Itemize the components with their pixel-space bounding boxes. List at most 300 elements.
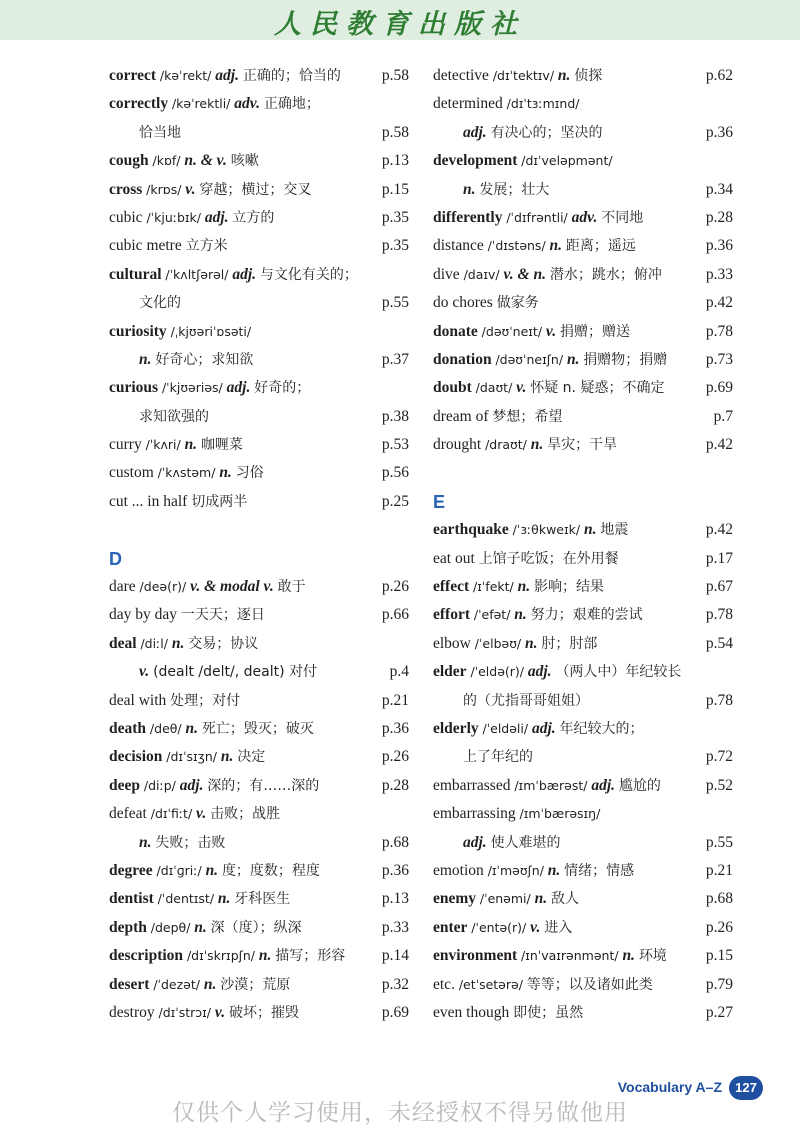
- definition: 正确的；恰当的: [242, 68, 341, 84]
- headword: determined: [433, 95, 503, 113]
- entry-continuation: [433, 829, 733, 857]
- phonetic: /ɪmˈbærəsɪŋ/: [519, 806, 601, 822]
- vocab-entry: [109, 999, 409, 1027]
- vocab-entry: [109, 431, 409, 459]
- part-of-speech: n.: [534, 890, 548, 908]
- page-ref: p.35: [381, 237, 409, 255]
- definition: 使人难堪的: [490, 834, 561, 851]
- part-of-speech: n.: [517, 578, 531, 596]
- definition: 切成两半: [191, 493, 248, 510]
- page-ref: p.33: [381, 918, 409, 936]
- headword: defeat: [109, 805, 147, 823]
- page-ref: p.55: [381, 294, 409, 312]
- page-ref: p.28: [381, 776, 409, 794]
- phonetic: /ˈefət/: [473, 607, 511, 623]
- phonetic: /ˈɜːθkweɪk/: [512, 522, 581, 538]
- part-of-speech: n.: [566, 350, 580, 368]
- phonetic: /ˈkʌri/: [145, 437, 181, 453]
- page-ref: p.68: [381, 833, 409, 851]
- phonetic: /ˈelbəʊ/: [474, 635, 522, 651]
- part-of-speech: n.: [194, 918, 207, 936]
- part-of-speech: n.: [583, 521, 597, 539]
- part-of-speech: adj.: [179, 776, 204, 794]
- definition: 决定: [237, 749, 266, 766]
- page-ref: p.42: [705, 521, 733, 539]
- entry-continuation: [109, 829, 409, 857]
- part-of-speech: v.: [545, 322, 557, 340]
- definition: 一天天；逐日: [180, 607, 265, 624]
- headword: correctly: [109, 95, 169, 113]
- definition: 习俗: [235, 465, 264, 482]
- headword: curiosity: [109, 322, 167, 340]
- page-ref: p.42: [705, 436, 733, 454]
- part-of-speech: v.: [196, 805, 207, 823]
- phonetic: /ˈkjuːbɪk/: [146, 209, 201, 225]
- phonetic: /draʊt/: [485, 437, 527, 453]
- page-ref: p.78: [705, 691, 733, 709]
- definition: 肘；肘部: [541, 635, 598, 652]
- headword: eat out: [433, 549, 475, 567]
- vocab-entry: [109, 715, 409, 743]
- vocab-entry: [433, 346, 733, 374]
- page-ref: p.79: [705, 975, 733, 993]
- part-of-speech: adv.: [571, 208, 598, 226]
- vocab-entry: [433, 516, 733, 544]
- definition: 发展；壮大: [479, 181, 550, 198]
- definition: 情绪；情感: [564, 862, 635, 879]
- definition: 沙漠；荒原: [220, 976, 291, 993]
- definition: 好奇心；求知欲: [155, 351, 254, 368]
- part-of-speech: n.: [525, 634, 538, 652]
- headword: donation: [433, 350, 492, 368]
- headword: doubt: [433, 379, 472, 397]
- left-column: [109, 62, 409, 1027]
- vocab-entry: [433, 573, 733, 601]
- definition: （两人中）年纪较长: [555, 664, 682, 681]
- headword: differently: [433, 208, 503, 226]
- definition: 年纪较大的；: [559, 720, 644, 737]
- headword: desert: [109, 975, 150, 993]
- part-of-speech: v.: [214, 1003, 226, 1021]
- vocab-entry: [109, 772, 409, 800]
- part-of-speech: n.: [217, 890, 231, 908]
- page-ref: p.78: [705, 606, 733, 624]
- page-ref: p.38: [381, 407, 409, 425]
- definition: 等等；以及诸如此类: [526, 976, 653, 993]
- phonetic: /daʊt/: [475, 380, 513, 396]
- phonetic: /ˈkjʊəriəs/: [161, 380, 223, 396]
- part-of-speech: v. & modal v.: [190, 578, 274, 596]
- definition: 破坏；摧毁: [228, 1004, 299, 1021]
- phonetic: /dɪˈɡriː/: [156, 862, 202, 878]
- headword: deep: [109, 776, 140, 794]
- part-of-speech: n.: [139, 833, 152, 851]
- definition: 处理；对付: [170, 692, 241, 709]
- page-ref: p.36: [705, 123, 733, 141]
- phonetic: /ˈentə(r)/: [471, 919, 527, 935]
- phonetic: /ɪnˈvaɪrənmənt/: [520, 948, 619, 964]
- definition: 旱灾；干旱: [547, 437, 618, 454]
- headword: cross: [109, 180, 143, 198]
- definition: 距离；遥远: [565, 238, 636, 255]
- phonetic: /dɪˈskrɪpʃn/: [186, 948, 255, 964]
- page-ref: p.55: [705, 833, 733, 851]
- vocab-entry: [109, 743, 409, 771]
- headword: effect: [433, 578, 470, 596]
- entry-continuation: [433, 119, 733, 147]
- page-ref: p.36: [705, 237, 733, 255]
- page-ref: p.28: [705, 208, 733, 226]
- part-of-speech: adj.: [463, 123, 487, 141]
- part-of-speech: adv.: [234, 95, 260, 113]
- watermark: 仅供个人学习使用，未经授权不得另做他用: [172, 1100, 628, 1126]
- definition: 交易；协议: [188, 635, 259, 652]
- definition: 立方米: [185, 238, 228, 255]
- phonetic: /etˈsetərə/: [458, 976, 523, 992]
- definition: 死亡；毁灭；破灭: [201, 720, 314, 737]
- vocab-entry: [433, 62, 733, 90]
- vocab-entry: [109, 318, 409, 346]
- part-of-speech: adj.: [531, 719, 556, 737]
- part-of-speech: v.: [530, 918, 541, 936]
- vocab-entry: [433, 318, 733, 346]
- entry-continuation: [109, 403, 409, 431]
- definition: 怀疑 n. 疑惑；不确定: [530, 380, 665, 397]
- section-gap: [109, 516, 409, 544]
- headword: death: [109, 719, 147, 737]
- vocab-entry: [433, 545, 733, 573]
- headword: environment: [433, 947, 518, 965]
- page-ref: p.72: [705, 748, 733, 766]
- page-ref: p.56: [381, 464, 409, 482]
- definition: 描写；形容: [275, 948, 346, 965]
- part-of-speech: adj.: [226, 379, 251, 397]
- entry-continuation: [109, 658, 409, 686]
- entry-continuation: [433, 743, 733, 771]
- headword: dentist: [109, 890, 154, 908]
- vocab-entry: [109, 90, 409, 118]
- part-of-speech: v.: [139, 663, 150, 681]
- definition: 敢于: [277, 579, 306, 596]
- part-of-speech: n.: [557, 67, 571, 84]
- vocab-entry: [109, 488, 409, 516]
- vocab-entry: [433, 800, 733, 828]
- definition: 深的；有……深的: [207, 777, 320, 794]
- vocab-entry: [433, 999, 733, 1027]
- vocab-entry: [433, 261, 733, 289]
- headword: cubic: [109, 208, 143, 226]
- headword: description: [109, 947, 184, 965]
- right-column: [433, 62, 733, 1027]
- phonetic: /dɪˈtɜːmɪnd/: [506, 96, 580, 112]
- definition: 好奇的；: [254, 380, 311, 397]
- definition: 与文化有关的；: [259, 266, 358, 283]
- header-band: [0, 0, 800, 40]
- phonetic: /dɪˈstrɔɪ/: [158, 1004, 212, 1020]
- part-of-speech: n.: [184, 436, 198, 454]
- headword: cultural: [109, 265, 162, 283]
- page-ref: p.32: [381, 975, 409, 993]
- definition: 失败；击败: [155, 834, 226, 851]
- headword: dream of: [433, 407, 489, 425]
- phonetic: /ˈdɪfrəntli/: [506, 209, 568, 225]
- page-ref: p.21: [381, 691, 409, 709]
- part-of-speech: n.: [220, 748, 234, 766]
- definition: 立方的: [232, 209, 275, 226]
- phonetic: /ˈdentɪst/: [157, 891, 215, 907]
- vocab-entry: [433, 914, 733, 942]
- page-ref: p.58: [381, 67, 409, 84]
- definition: 捐赠；赠送: [559, 323, 630, 340]
- headword: elder: [433, 663, 467, 681]
- page-ref: p.4: [389, 663, 409, 681]
- page-ref: p.26: [381, 578, 409, 596]
- definition: 有决心的；坚决的: [490, 124, 603, 141]
- section-letter: D: [109, 548, 122, 569]
- headword: dive: [433, 265, 460, 283]
- definition: 咖喱菜: [200, 437, 243, 454]
- part-of-speech: n.: [547, 861, 561, 879]
- part-of-speech: n.: [549, 237, 563, 255]
- vocab-entry: [433, 374, 733, 402]
- phonetic: /dəʊˈneɪʃn/: [495, 351, 564, 367]
- headword: donate: [433, 322, 478, 340]
- headword: enter: [433, 918, 468, 936]
- headword: cough: [109, 152, 149, 170]
- part-of-speech: adj.: [463, 833, 487, 851]
- definition: 穿越；横过；交叉: [199, 181, 312, 198]
- part-of-speech: n.: [514, 606, 527, 624]
- headword: deal with: [109, 691, 167, 709]
- definition: 正确地；: [263, 96, 320, 113]
- headword: elbow: [433, 634, 471, 652]
- headword: distance: [433, 237, 484, 255]
- definition: 影响；结果: [534, 579, 604, 596]
- headword: curry: [109, 436, 142, 454]
- phonetic: /diːp/: [143, 777, 176, 793]
- page-ref: p.25: [381, 492, 409, 510]
- definition: 捐赠物；捐赠: [583, 351, 668, 368]
- headword: curious: [109, 379, 159, 397]
- phonetic: /ˈkʌltʃərəl/: [165, 266, 229, 282]
- page-ref: p.62: [705, 67, 733, 84]
- definition: 进入: [544, 919, 573, 936]
- part-of-speech: adj.: [232, 265, 257, 283]
- definition: (dealt /delt/, dealt) 对付: [153, 664, 318, 681]
- page-ref: p.27: [705, 1003, 733, 1021]
- headword: embarrassed: [433, 776, 511, 794]
- page-ref: p.54: [705, 634, 733, 652]
- vocab-entry: [433, 90, 733, 118]
- vocab-entry: [109, 62, 409, 90]
- headword: emotion: [433, 861, 484, 879]
- vocab-entry: [109, 573, 409, 601]
- headword: earthquake: [433, 521, 509, 539]
- definition: 做家务: [496, 295, 539, 312]
- entry-continuation: [109, 289, 409, 317]
- page-ref: p.53: [381, 436, 409, 454]
- headword: correct: [109, 67, 157, 84]
- part-of-speech: v.: [185, 180, 196, 198]
- part-of-speech: n. & v.: [184, 152, 227, 170]
- definition: 的（尤指哥哥姐姐）: [463, 692, 589, 709]
- part-of-speech: n.: [530, 436, 544, 454]
- section-gap: [433, 459, 733, 487]
- vocab-entry: [109, 147, 409, 175]
- vocab-entry: [433, 715, 733, 743]
- part-of-speech: n.: [203, 975, 217, 993]
- page-ref: p.37: [381, 350, 409, 368]
- phonetic: /ɪˈfekt/: [473, 579, 514, 595]
- definition: 梦想；希望: [492, 408, 563, 425]
- vocab-entry: [109, 687, 409, 715]
- phonetic: /kɒf/: [152, 153, 181, 169]
- section-letter: E: [433, 491, 446, 512]
- page-ref: p.21: [705, 861, 733, 879]
- page-ref: p.14: [381, 947, 409, 965]
- phonetic: /daɪv/: [463, 266, 500, 282]
- headword: enemy: [433, 890, 477, 908]
- phonetic: /dɪˈveləpmənt/: [521, 153, 613, 169]
- part-of-speech: v.: [516, 379, 527, 397]
- page-ref: p.66: [381, 606, 409, 624]
- headword: even though: [433, 1003, 510, 1021]
- part-of-speech: adj.: [204, 208, 229, 226]
- definition: 地震: [600, 522, 629, 539]
- phonetic: /diːl/: [140, 635, 168, 651]
- definition: 上了年纪的: [463, 749, 533, 766]
- page-ref: p.58: [381, 123, 409, 141]
- page-ref: p.69: [381, 1003, 409, 1021]
- phonetic: /kəˈrektli/: [171, 96, 231, 112]
- phonetic: /depθ/: [150, 919, 191, 935]
- vocab-entry: [433, 289, 733, 317]
- phonetic: /ˈenəmi/: [479, 891, 531, 907]
- part-of-speech: n.: [185, 719, 198, 737]
- phonetic: /deə(r)/: [139, 579, 187, 595]
- definition: 不同地: [601, 209, 644, 226]
- vocab-entry: [433, 658, 733, 686]
- definition: 努力；艰难的尝试: [530, 607, 643, 624]
- vocab-entry: [433, 147, 733, 175]
- vocab-entry: [109, 971, 409, 999]
- definition: 深（度）；纵深: [210, 919, 302, 936]
- phonetic: /kəˈrekt/: [159, 68, 212, 83]
- headword: destroy: [109, 1003, 155, 1021]
- phonetic: /krɒs/: [146, 181, 182, 197]
- vocab-entry: [433, 431, 733, 459]
- headword: cubic metre: [109, 237, 182, 255]
- page-ref: p.34: [705, 180, 733, 198]
- page-ref: p.78: [705, 322, 733, 340]
- headword: custom: [109, 464, 154, 482]
- vocab-entry: [433, 942, 733, 970]
- page-ref: p.7: [713, 407, 733, 425]
- definition: 咳嗽: [230, 153, 259, 170]
- page-ref: p.52: [705, 776, 733, 794]
- headword: effort: [433, 606, 470, 624]
- headword: decision: [109, 748, 163, 766]
- headword: detective: [433, 67, 489, 84]
- page-ref: p.36: [381, 861, 409, 879]
- definition: 牙科医生: [234, 891, 291, 908]
- vocab-entry: [109, 942, 409, 970]
- publisher-logo: 人民教育出版社: [274, 9, 526, 40]
- entry-continuation: [109, 119, 409, 147]
- part-of-speech: adj.: [215, 67, 239, 84]
- phonetic: /dɪˈsɪʒn/: [166, 749, 218, 765]
- vocab-entry: [433, 772, 733, 800]
- vocab-entry: [433, 403, 733, 431]
- headword: etc.: [433, 975, 455, 993]
- part-of-speech: v. & n.: [503, 265, 546, 283]
- vocab-entry: [433, 857, 733, 885]
- page-ref: p.13: [381, 152, 409, 170]
- vocab-entry: [109, 459, 409, 487]
- page-ref: p.15: [381, 180, 409, 198]
- page-number-badge: 127: [729, 1076, 763, 1100]
- headword: do chores: [433, 294, 493, 312]
- vocab-entry: [109, 885, 409, 913]
- part-of-speech: n.: [622, 947, 635, 965]
- phonetic: /ˈeldə(r)/: [470, 664, 524, 680]
- phonetic: /deθ/: [149, 720, 182, 736]
- definition: 文化的: [139, 295, 181, 312]
- definition: 环境: [638, 948, 667, 965]
- definition: 恰当地: [139, 124, 181, 141]
- page-ref: p.73: [705, 350, 733, 368]
- vocab-entry: [109, 261, 409, 289]
- vocab-entry: [433, 232, 733, 260]
- vocab-entry: [109, 374, 409, 402]
- page-ref: p.17: [705, 549, 733, 567]
- phonetic: /ˈdɪstəns/: [487, 238, 546, 254]
- part-of-speech: n.: [463, 180, 476, 198]
- headword: drought: [433, 436, 482, 454]
- headword: elderly: [433, 719, 479, 737]
- vocab-entry: [433, 885, 733, 913]
- page-ref: p.69: [705, 379, 733, 397]
- entry-continuation: [433, 687, 733, 715]
- part-of-speech: adj.: [591, 776, 616, 794]
- vocab-entry: [109, 914, 409, 942]
- phonetic: /ˈkʌstəm/: [157, 465, 216, 481]
- page-ref: p.26: [705, 918, 733, 936]
- page-ref: p.15: [705, 947, 733, 965]
- page-ref: p.33: [705, 265, 733, 283]
- vocab-entry: [433, 630, 733, 658]
- phonetic: /dɪˈfiːt/: [150, 806, 193, 822]
- page-ref: p.13: [381, 890, 409, 908]
- vocab-entry: [433, 601, 733, 629]
- phonetic: /ɪmˈbærəst/: [514, 777, 588, 793]
- entry-continuation: [109, 346, 409, 374]
- page-ref: p.35: [381, 208, 409, 226]
- vocab-entry: [433, 204, 733, 232]
- page-ref: p.67: [705, 578, 733, 596]
- headword: embarrassing: [433, 805, 516, 823]
- definition: 侦探: [574, 68, 603, 84]
- definition: 度；度数；程度: [221, 862, 320, 879]
- part-of-speech: n.: [139, 350, 152, 368]
- definition: 求知欲强的: [139, 408, 209, 425]
- definition: 潜水；跳水；俯冲: [549, 266, 662, 283]
- headword: day by day: [109, 606, 178, 624]
- vocab-entry: [109, 204, 409, 232]
- headword: deal: [109, 634, 137, 652]
- phonetic: /dəʊˈneɪt/: [481, 323, 543, 339]
- entry-continuation: [433, 176, 733, 204]
